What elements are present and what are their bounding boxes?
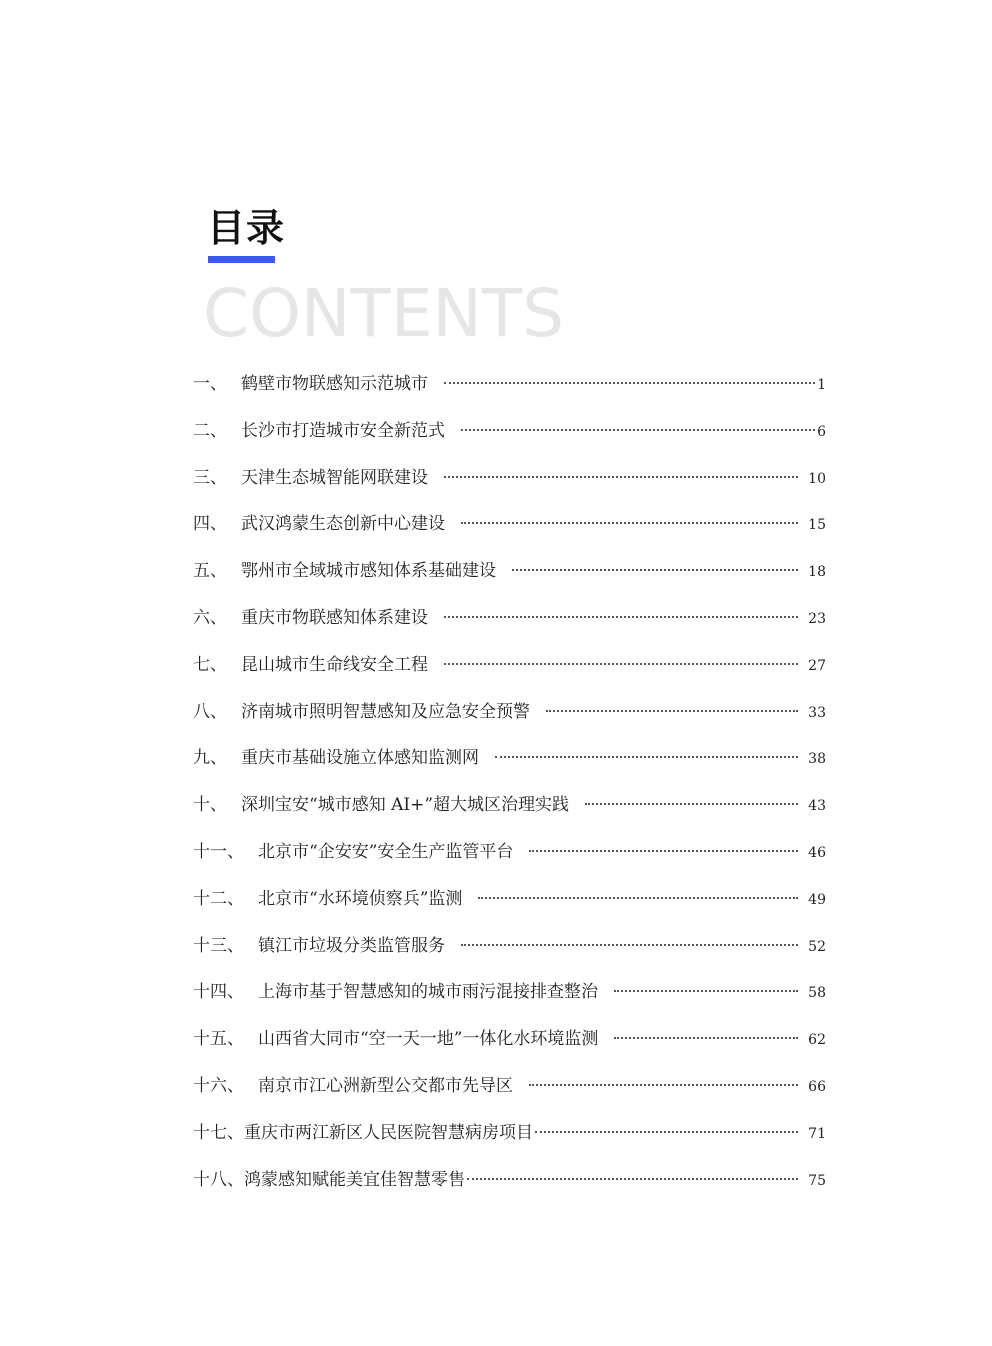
toc-item-page: 15 bbox=[808, 517, 826, 534]
toc-item-page: 18 bbox=[808, 564, 826, 581]
toc-item-number: 十六、 bbox=[193, 1075, 244, 1096]
toc-item-title: 上海市基于智慧感知的城市雨污混接排查整治 bbox=[258, 982, 598, 1003]
toc-leader-dots bbox=[585, 803, 798, 805]
toc-item-page: 49 bbox=[808, 891, 826, 908]
toc-leader-dots bbox=[614, 1037, 798, 1039]
toc-leader-dots bbox=[467, 1178, 798, 1180]
toc-item-page: 23 bbox=[808, 610, 826, 627]
toc-item-page: 52 bbox=[808, 938, 826, 955]
toc-item[interactable] bbox=[193, 785, 826, 832]
toc-item-title: 鄂州市全域城市感知体系基础建设 bbox=[241, 561, 496, 582]
toc-item-page: 33 bbox=[808, 704, 826, 721]
toc-item-number: 九、 bbox=[193, 748, 227, 769]
toc-item[interactable] bbox=[193, 692, 826, 739]
toc-item-page: 66 bbox=[808, 1078, 826, 1095]
toc-item-title: 山西省大同市“空一天一地”一体化水环境监测 bbox=[258, 1029, 599, 1050]
toc-item-number: 三、 bbox=[193, 467, 227, 488]
table-of-contents bbox=[193, 364, 826, 1206]
toc-item-number: 一、 bbox=[193, 374, 227, 394]
toc-leader-dots bbox=[444, 476, 798, 478]
toc-item-page: 75 bbox=[808, 1172, 826, 1189]
toc-item-title: 深圳宝安“城市感知 AI+”超大城区治理实践 bbox=[241, 795, 570, 816]
toc-item[interactable] bbox=[193, 879, 826, 926]
toc-item-title: 长沙市打造城市安全新范式 bbox=[241, 420, 445, 441]
toc-item[interactable] bbox=[193, 645, 826, 692]
toc-leader-dots bbox=[495, 756, 798, 758]
toc-item-page: 1 bbox=[817, 377, 826, 393]
toc-item-number: 八、 bbox=[193, 701, 227, 722]
toc-item-title: 镇江市垃圾分类监管服务 bbox=[258, 935, 445, 956]
toc-item[interactable] bbox=[193, 364, 826, 411]
toc-leader-dots bbox=[444, 616, 798, 618]
toc-item-title: 济南城市照明智慧感知及应急安全预警 bbox=[241, 701, 530, 722]
toc-item-title: 武汉鸿蒙生态创新中心建设 bbox=[241, 514, 445, 535]
toc-item[interactable] bbox=[193, 926, 826, 973]
toc-item-number: 十八、 bbox=[193, 1169, 244, 1190]
toc-item-number: 七、 bbox=[193, 654, 227, 675]
toc-leader-dots bbox=[461, 522, 798, 524]
toc-item-number: 十二、 bbox=[193, 888, 244, 909]
page-subtitle: CONTENTS bbox=[203, 275, 565, 352]
toc-leader-dots bbox=[529, 850, 798, 852]
toc-item-title: 南京市江心洲新型公交都市先导区 bbox=[258, 1075, 513, 1096]
toc-item-number: 十四、 bbox=[193, 982, 244, 1003]
toc-item-number: 十三、 bbox=[193, 935, 244, 956]
toc-item[interactable] bbox=[193, 832, 826, 879]
toc-leader-dots bbox=[512, 569, 798, 571]
toc-item-title: 北京市“水环境侦察兵”监测 bbox=[258, 888, 463, 909]
toc-leader-dots bbox=[461, 429, 815, 431]
toc-leader-dots bbox=[461, 944, 798, 946]
toc-item-number: 四、 bbox=[193, 514, 227, 535]
toc-item-title: 鸿蒙感知赋能美宜佳智慧零售 bbox=[244, 1169, 465, 1190]
toc-item-number: 五、 bbox=[193, 561, 227, 582]
toc-item-page: 71 bbox=[808, 1125, 826, 1142]
toc-leader-dots bbox=[614, 990, 798, 992]
toc-item-page: 46 bbox=[808, 844, 826, 861]
toc-item[interactable] bbox=[193, 972, 826, 1019]
toc-item-title: 昆山城市生命线安全工程 bbox=[241, 654, 428, 675]
toc-leader-dots bbox=[546, 710, 798, 712]
toc-item[interactable] bbox=[193, 411, 826, 458]
toc-item-title: 重庆市物联感知体系建设 bbox=[241, 607, 428, 628]
toc-item[interactable] bbox=[193, 1113, 826, 1160]
toc-item[interactable] bbox=[193, 458, 826, 505]
toc-item[interactable] bbox=[193, 738, 826, 785]
toc-item-page: 38 bbox=[808, 751, 826, 768]
toc-leader-dots bbox=[444, 663, 798, 665]
toc-item[interactable] bbox=[193, 1066, 826, 1113]
toc-item[interactable] bbox=[193, 598, 826, 645]
title-underline bbox=[208, 256, 275, 263]
toc-item-title: 北京市“企安安”安全生产监管平台 bbox=[258, 841, 514, 862]
page-title: 目录 bbox=[207, 206, 286, 250]
toc-item-number: 六、 bbox=[193, 607, 227, 628]
toc-item-number: 十一、 bbox=[193, 841, 244, 862]
toc-item-page: 58 bbox=[808, 985, 826, 1002]
toc-item-number: 十、 bbox=[193, 795, 227, 816]
toc-item-page: 27 bbox=[808, 657, 826, 674]
toc-item[interactable] bbox=[193, 1160, 826, 1207]
toc-item-title: 重庆市基础设施立体感知监测网 bbox=[241, 748, 479, 769]
toc-item-page: 10 bbox=[808, 470, 826, 487]
toc-item-page: 62 bbox=[808, 1032, 826, 1049]
toc-leader-dots bbox=[444, 382, 815, 384]
toc-leader-dots bbox=[529, 1084, 798, 1086]
toc-item[interactable] bbox=[193, 551, 826, 598]
toc-item-number: 二、 bbox=[193, 420, 227, 441]
toc-item[interactable] bbox=[193, 504, 826, 551]
toc-item-number: 十七、 bbox=[193, 1122, 244, 1143]
toc-item-title: 天津生态城智能网联建设 bbox=[241, 467, 428, 488]
toc-item-title: 重庆市两江新区人民医院智慧病房项目 bbox=[244, 1122, 533, 1143]
toc-item-number: 十五、 bbox=[193, 1029, 244, 1050]
toc-item-page: 6 bbox=[817, 423, 826, 440]
toc-item-page: 43 bbox=[808, 798, 826, 815]
toc-item-title: 鹤壁市物联感知示范城市 bbox=[241, 374, 428, 394]
toc-item[interactable] bbox=[193, 1019, 826, 1066]
toc-leader-dots bbox=[478, 897, 798, 899]
toc-leader-dots bbox=[535, 1131, 798, 1133]
